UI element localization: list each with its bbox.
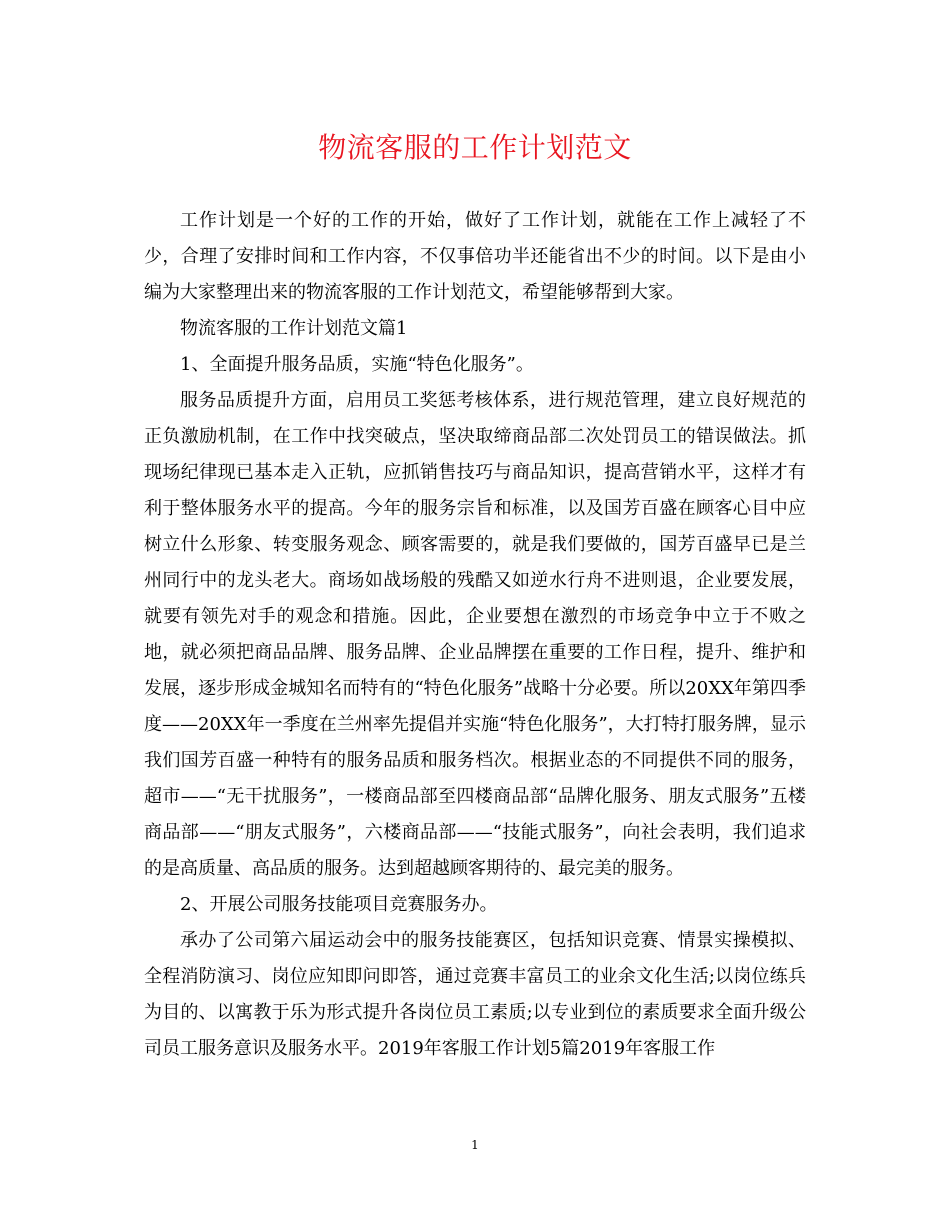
section-heading: 物流客服的工作计划范文篇1 (180, 318, 408, 339)
item-heading-2: 2、开展公司服务技能项目竞赛服务办。 (180, 894, 498, 915)
page-number: 1 (471, 1138, 479, 1152)
intro-paragraph: 工作计划是一个好的工作的开始，做好了工作计划，就能在工作上减轻了不少，合理了安排时间和工作内容，不仅事倍功半还能省出不少的时间。以下是由小编为大家整理出来的物流客服的工作计划范文，希望能够帮到大家。 (144, 210, 806, 303)
body-paragraph-2: 承办了公司第六届运动会中的服务技能赛区，包括知识竞赛、情景实操模拟、全程消防演习、岗位应知即问即答，通过竞赛丰富员工的业余文化生活;以岗位练兵为目的、以寓教于乐为形式提升各岗位员工素质;以专业到位的素质要求全面升级公司员工服务意识及服务水平。2019年客服工作计划5篇2019年客服工作 (144, 930, 806, 1059)
item-heading-1: 1、全面提升服务品质，实施“特色化服务”。 (180, 354, 534, 375)
body-paragraph-1: 服务品质提升方面，启用员工奖惩考核体系，进行规范管理，建立良好规范的正负激励机制，在工作中找突破点，坚决取缔商品部二次处罚员工的错误做法。抓现场纪律现已基本走入正轨，应抓销售技巧与商品知识，提高营销水平，这样才有利于整体服务水平的提高。今年的服务宗旨和标准，以及国芳百盛在顾客心目中应树立什么形象、转变服务观念、顾客需要的，就是我们要做的，国芳百盛早已是兰州同行中的龙头老大。商场如战场般的残酷又如逆水行舟不进则退，企业要发展，就要有领先对手的观念和措施。因此，企业要想在激烈的市场竞争中立于不败之地，就必须把商品品牌、服务品牌、企业品牌摆在重要的工作日程，提升、维护和发展，逐步形成金城知名而特有的“特色化服务”战略十分必要。所以20XX年第四季度——20XX年一季度在兰州率先提倡并实施“特色化服务”，大打特打服务牌，显示我们国芳百盛一种特有的服务品质和服务档次。根据业态的不同提供不同的服务，超市——“无干扰服务”，一楼商品部至四楼商品部“品牌化服务、朋友式服务”五楼商品部——“朋友式服务”，六楼商品部——“技能式服务”，向社会表明，我们追求的是高质量、高品质的服务。达到超越顾客期待的、最完美的服务。 (144, 390, 806, 879)
document-title: 物流客服的工作计划范文 (318, 131, 632, 164)
document-body (144, 203, 806, 1067)
